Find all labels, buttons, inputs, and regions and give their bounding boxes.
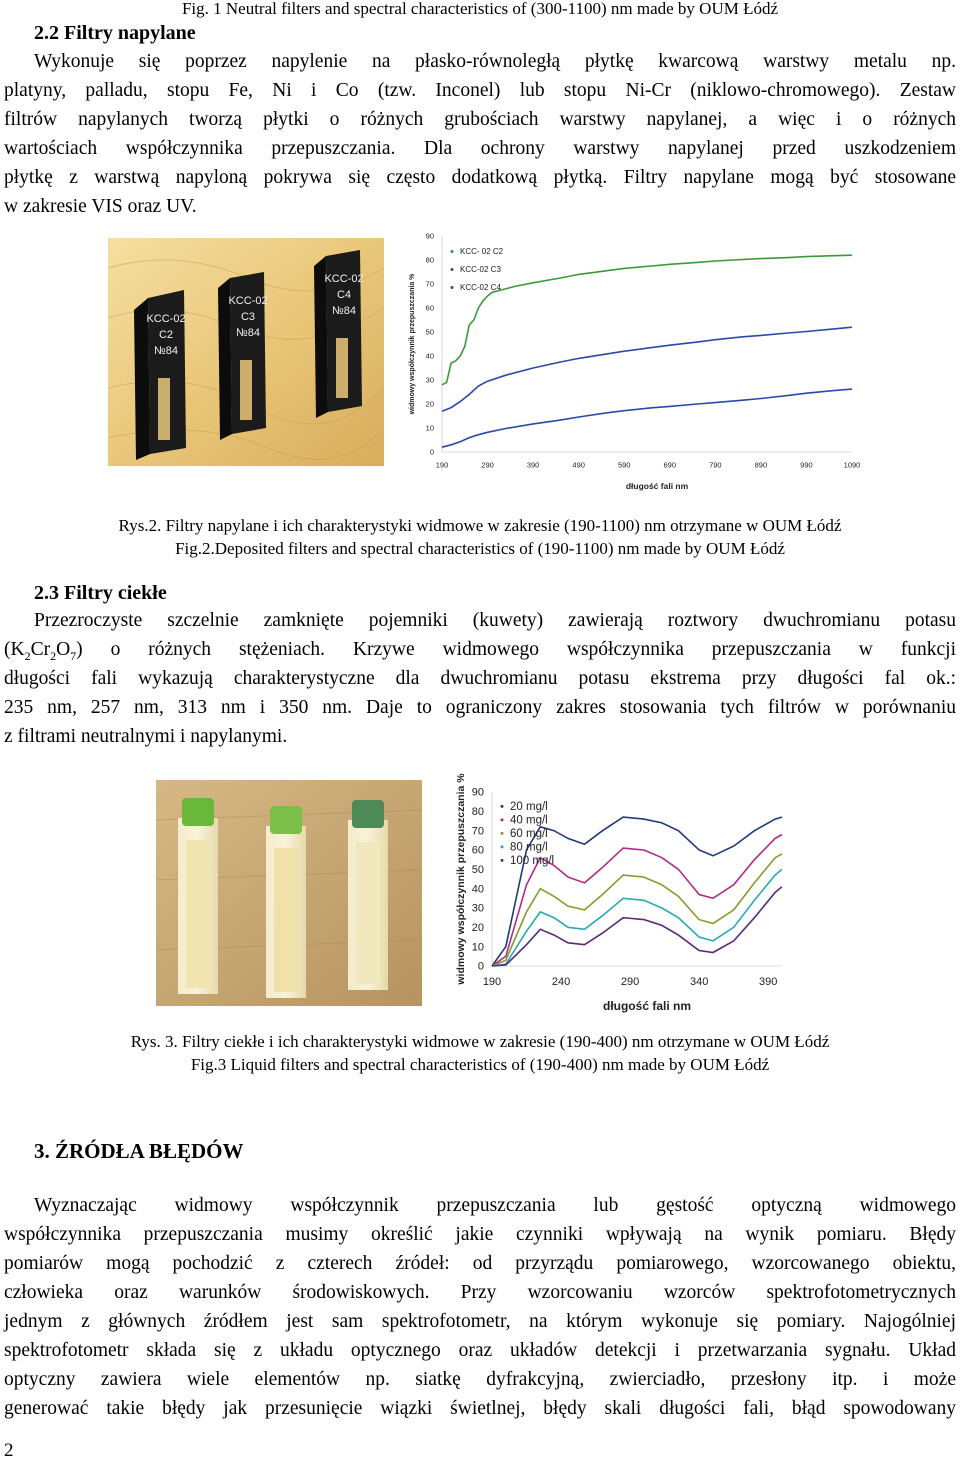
y-axis-title: widmowy współczynnik przepuszczania % bbox=[409, 273, 416, 415]
legend-label: KCC- 02 C2 bbox=[460, 247, 504, 256]
legend-label: 20 mg/l bbox=[510, 801, 548, 813]
series-line bbox=[442, 255, 852, 385]
series-line bbox=[492, 887, 782, 966]
section-3-heading: 3. ŹRÓDŁA BŁĘDÓW bbox=[34, 1139, 244, 1163]
x-tick-label: 390 bbox=[759, 976, 778, 988]
paragraph-line: w zakresie VIS oraz UV. bbox=[4, 196, 197, 217]
paragraph-line: jednym z głównych źródłem jest sam spektrofotometr, na którym wykonuje się pomiary. Najogólniej bbox=[4, 1311, 956, 1332]
series-line bbox=[442, 327, 852, 411]
legend-marker bbox=[451, 268, 454, 271]
fig2-caption-en: Fig.2.Deposited filters and spectral characteristics of (190-1100) nm made by OUM Łódź bbox=[175, 539, 785, 558]
x-axis-title: długość fali nm bbox=[602, 999, 692, 1013]
y-tick-label: 20 bbox=[471, 922, 484, 934]
formula-subscript: 7 bbox=[70, 648, 77, 663]
paragraph-line: człowieka oraz warunków środowiskowych. Przy wzorcowaniu wzorców spektrofotometrycznych bbox=[4, 1282, 956, 1303]
x-tick-label: 240 bbox=[551, 976, 571, 988]
y-tick-label: 90 bbox=[425, 231, 434, 241]
y-tick-label: 80 bbox=[471, 806, 484, 818]
series-line bbox=[492, 869, 782, 966]
fig2-caption-pl: Rys.2. Filtry napylane i ich charakterystyki widmowe w zakresie (190-1100) nm otrzymane w OUM Łódź bbox=[118, 516, 842, 535]
paragraph-line: filtrów napylanych tworzą płytki o różnych grubościach warstwy napylanej, a więc i o różnych bbox=[4, 109, 956, 130]
holder-label: №84 bbox=[331, 305, 357, 317]
series-line bbox=[492, 854, 782, 966]
y-tick-label: 0 bbox=[477, 960, 484, 973]
formula-text: ) o różnych stężeniach. Krzywe widmowego współczynnika przepuszczania w funkcji bbox=[76, 639, 956, 660]
series-line bbox=[442, 389, 852, 447]
formula-text: (K bbox=[4, 639, 25, 660]
y-tick-label: 50 bbox=[471, 864, 484, 876]
holder-label: №84 bbox=[235, 327, 261, 339]
section-2-2-heading: 2.2 Filtry napylane bbox=[34, 22, 196, 44]
paragraph-line: Wyznaczając widmowy współczynnik przepuszczania lub gęstość optyczną widmowego bbox=[34, 1195, 956, 1216]
formula-text: Cr bbox=[30, 639, 51, 660]
paragraph-line: długości fali wykazują charakterystyczne dla dwuchromianu potasu ekstrema przy długości fal ok.: bbox=[4, 668, 956, 689]
paragraph-line: Przezroczyste szczelnie zamknięte pojemniki (kuwety) zawierają roztwory dwuchromianu potasu bbox=[34, 610, 956, 631]
paragraph-line: współczynnika przepuszczania musimy określić jakie czynniki wpływają na wynik pomiaru. Błędy bbox=[4, 1224, 956, 1245]
holder-label: KCC-02 bbox=[146, 313, 186, 325]
holder-label: C4 bbox=[336, 289, 352, 301]
y-tick-label: 30 bbox=[471, 902, 484, 915]
holder-label: KCC-02 bbox=[324, 273, 364, 285]
x-axis-title: długość fali nm bbox=[625, 481, 689, 491]
paragraph-line: optyczny zawiera wiele elementów np. siatkę dyfrakcyjną, zwierciadło, przesłony itp. i może bbox=[4, 1369, 956, 1390]
legend-label: 60 mg/l bbox=[510, 828, 548, 840]
x-tick-label: 890 bbox=[754, 460, 768, 470]
y-tick-label: 40 bbox=[425, 351, 434, 361]
section-2-3-heading: 2.3 Filtry ciekłe bbox=[34, 582, 167, 604]
liquid-filters-chart bbox=[430, 773, 800, 1013]
legend-label: 40 mg/l bbox=[510, 814, 548, 827]
paragraph-line: 235 nm, 257 nm, 313 nm i 350 nm. Daje to ograniczony zakres stosowania tych filtrów w porównaniu bbox=[4, 697, 956, 718]
fig3-caption-en: Fig.3 Liquid filters and spectral characteristics of (190-400) nm made by OUM Łódź bbox=[190, 1055, 770, 1074]
deposited-filters-chart bbox=[400, 226, 870, 496]
x-tick-label: 190 bbox=[482, 976, 502, 988]
paragraph-line: platyny, palladu, stopu Fe, Ni i Co (tzw. Inconel) lub stopu Ni-Cr (niklowo-chromowego). Zestaw bbox=[4, 80, 956, 101]
holder-label: C2 bbox=[158, 329, 174, 341]
y-tick-label: 60 bbox=[425, 303, 434, 313]
x-tick-label: 290 bbox=[481, 460, 494, 470]
fig3-caption-pl: Rys. 3. Filtry ciekłe i ich charakterystyki widmowe w zakresie (190-400) nm otrzymane w OUM Łódź bbox=[130, 1032, 830, 1051]
legend-marker bbox=[501, 832, 504, 835]
legend-marker bbox=[501, 845, 504, 848]
x-tick-label: 290 bbox=[620, 976, 640, 988]
x-tick-label: 190 bbox=[435, 460, 449, 470]
y-axis-title: widmowy współczynnik przepuszczania % bbox=[455, 773, 467, 985]
y-tick-label: 90 bbox=[471, 786, 484, 799]
holder-label: KCC-02 bbox=[228, 295, 268, 307]
holder-label: №84 bbox=[153, 345, 179, 357]
x-tick-label: 590 bbox=[617, 460, 631, 470]
paragraph-line: płytkę z warstwą napyloną pokrywa się często dodatkową płytką. Filtry napylane mogą być stosowane bbox=[4, 167, 956, 188]
x-tick-label: 990 bbox=[800, 460, 813, 470]
paragraph-line: wartościach współczynnika przepuszczania. Dla ochrony warstwy napylanej przed uszkodzeniem bbox=[4, 138, 956, 159]
y-tick-label: 40 bbox=[471, 883, 484, 896]
paragraph-line: spektrofotometr składa się z układu optycznego oraz układów detekcji i przetwarzania sygnału. Układ bbox=[4, 1340, 956, 1361]
legend-label: 100 mg/l bbox=[510, 855, 555, 867]
legend-marker bbox=[501, 805, 504, 808]
legend-marker bbox=[501, 818, 504, 821]
y-tick-label: 60 bbox=[471, 844, 484, 857]
y-tick-label: 10 bbox=[425, 423, 434, 433]
y-tick-label: 80 bbox=[425, 255, 434, 265]
paragraph-line: Wykonuje się poprzez napylenie na płasko-równoległą płytkę kwarcową warstwy metalu np. bbox=[34, 51, 956, 72]
y-tick-label: 20 bbox=[425, 399, 434, 409]
formula-text: O bbox=[56, 639, 71, 660]
x-tick-label: 790 bbox=[709, 460, 722, 470]
y-tick-label: 30 bbox=[425, 375, 434, 385]
deposited-filters-photo bbox=[108, 238, 384, 466]
paragraph-line: generować takie błędy jak przesunięcie wiązki świetlnej, błędy skali długości fali, błąd spowodowany bbox=[4, 1398, 956, 1419]
x-tick-label: 490 bbox=[572, 460, 585, 470]
y-tick-label: 10 bbox=[471, 941, 484, 954]
legend-label: 80 mg/l bbox=[510, 841, 548, 854]
x-tick-label: 1090 bbox=[843, 460, 861, 470]
x-tick-label: 390 bbox=[526, 460, 540, 470]
legend-marker bbox=[501, 859, 504, 862]
x-tick-label: 690 bbox=[663, 460, 677, 470]
y-tick-label: 70 bbox=[425, 279, 434, 289]
legend-marker bbox=[451, 286, 454, 289]
holder-label: C3 bbox=[240, 311, 256, 323]
page-number: 2 bbox=[4, 1440, 14, 1461]
y-tick-label: 70 bbox=[471, 825, 484, 838]
legend-label: KCC-02 C3 bbox=[460, 265, 501, 274]
y-tick-label: 0 bbox=[429, 447, 434, 457]
paragraph-line: pomiarów mogą pochodzić z czterech źródeł: od przyrządu pomiarowego, wzorcowanego obiektu, bbox=[4, 1253, 956, 1274]
x-tick-label: 340 bbox=[689, 976, 709, 988]
legend-marker bbox=[451, 250, 454, 253]
liquid-filters-photo bbox=[156, 780, 422, 1006]
y-tick-label: 50 bbox=[425, 327, 434, 337]
formula-subscript: 2 bbox=[24, 648, 31, 663]
legend-label: KCC-02 C4 bbox=[460, 283, 501, 292]
formula-subscript: 2 bbox=[50, 648, 57, 663]
fig1-caption: Fig. 1 Neutral filters and spectral characteristics of (300-1100) nm made by OUM Łódź bbox=[181, 0, 779, 18]
paragraph-line: z filtrami neutralnymi i napylanymi. bbox=[4, 726, 288, 747]
